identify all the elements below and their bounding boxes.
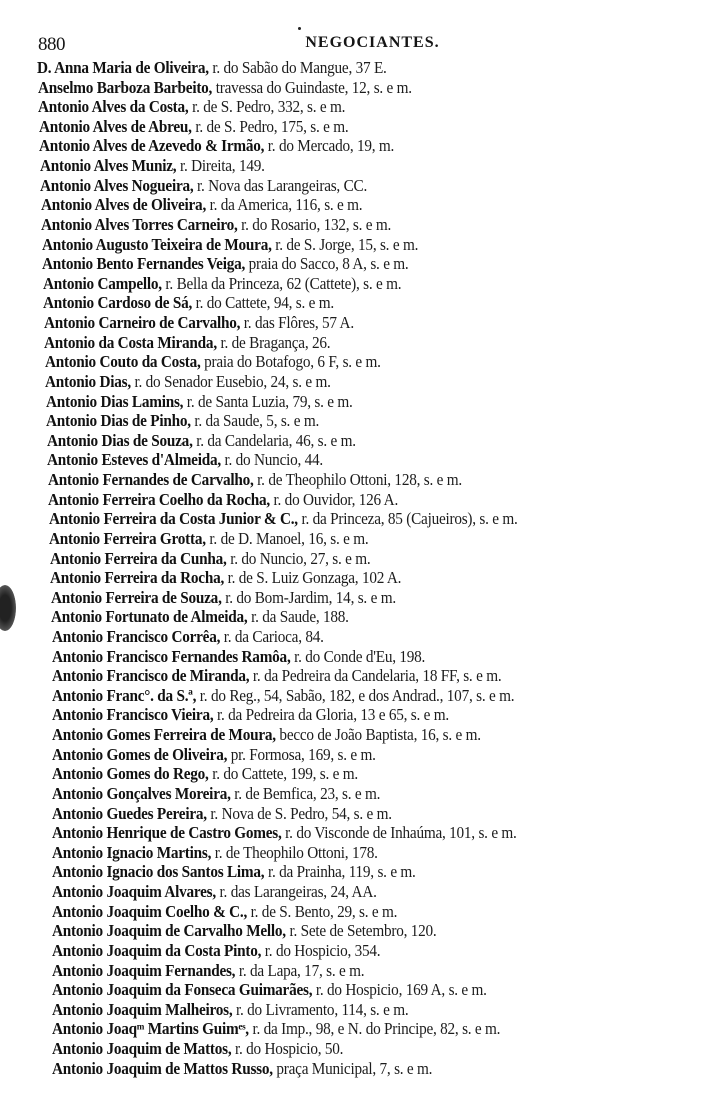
- list-item: [38, 97, 345, 117]
- merchant-address: praia do Sacco, 8 A, s. e m.: [245, 254, 409, 274]
- merchant-address: r. Bella da Princeza, 62 (Cattete), s. e m.: [161, 273, 401, 293]
- merchant-name: D. Anna Maria de Oliveira,: [37, 58, 209, 77]
- merchant-name: Antonio Joaquim da Fonseca Guimarães,: [52, 980, 313, 1000]
- list-item: [52, 1019, 500, 1039]
- list-item: [51, 607, 349, 627]
- merchant-address: r. de Theophilo Ottoni, 178.: [211, 842, 378, 862]
- list-item: [43, 293, 334, 313]
- list-item: [50, 568, 401, 588]
- merchant-address: r. da Pedreira da Gloria, 13 e 65, s. e m.: [213, 705, 449, 725]
- merchant-address: r. do Nuncio, 44.: [220, 450, 324, 470]
- list-item: [42, 254, 409, 274]
- list-item: [52, 1000, 408, 1020]
- merchant-name: Antonio Ignacio dos Santos Lima,: [52, 862, 265, 882]
- list-item: [52, 843, 378, 863]
- merchant-name: Antonio Joaquim Malheiros,: [52, 999, 233, 1019]
- list-item: [52, 705, 449, 725]
- list-item: [48, 470, 462, 490]
- merchant-name: Antonio Ferreira da Cunha,: [49, 548, 227, 568]
- merchant-address: r. das Flôres, 57 A.: [239, 313, 354, 333]
- merchant-address: r. do Nuncio, 27, s. e m.: [226, 548, 370, 568]
- merchant-address: r. do Reg., 54, Sabão, 182, e dos Andrad., 107, s. e m.: [196, 685, 515, 705]
- merchant-name: Antonio Francisco Vieira,: [52, 705, 214, 725]
- merchant-address: r. de Santa Luzia, 79, s. e m.: [182, 391, 353, 411]
- merchant-name: Antonio Ignacio Martins,: [52, 842, 212, 862]
- list-item: [37, 58, 387, 78]
- merchant-address: r. da Saude, 5, s. e m.: [190, 411, 320, 431]
- merchant-name: Antonio Joaquim de Mattos Russo,: [52, 1058, 273, 1078]
- merchant-address: r. do Sabão do Mangue, 37 E.: [208, 58, 387, 77]
- page-title: NEGOCIANTES.: [305, 34, 440, 51]
- list-item: [40, 176, 367, 196]
- merchant-address: r. da Candelaria, 46, s. e m.: [192, 430, 356, 450]
- list-item: [52, 921, 436, 941]
- merchant-address: r. do Conde d'Eu, 198.: [290, 646, 426, 666]
- list-item: [44, 313, 354, 333]
- merchant-address: r. de S. Luiz Gonzaga, 102 A.: [224, 568, 402, 588]
- merchant-name: Antonio Ferreira de Souza,: [50, 587, 222, 607]
- merchant-address: r. da Carioca, 84.: [219, 626, 324, 646]
- merchant-name: Antonio Carneiro de Carvalho,: [43, 313, 240, 333]
- merchant-address: r. do Livramento, 114, s. e m.: [232, 999, 409, 1019]
- merchant-address: r. do Visconde de Inhaúma, 101, s. e m.: [281, 823, 517, 843]
- merchant-name: Antonio Francisco Fernandes Ramôa,: [52, 646, 291, 666]
- merchant-name: Antonio Joaquim Coelho & C.,: [52, 901, 248, 921]
- list-item: [46, 411, 319, 431]
- merchant-address: r. da Prainha, 119, s. e m.: [264, 862, 416, 882]
- list-item: [45, 352, 381, 372]
- merchant-address: r. do Hospicio, 169 A, s. e m.: [312, 980, 487, 1000]
- list-item: [52, 902, 397, 922]
- merchant-name: Antonio Esteves d'Almeida,: [47, 450, 221, 470]
- merchant-address: r. de Bemfica, 23, s. e m.: [230, 783, 381, 803]
- merchant-address: r. da Princeza, 85 (Cajueiros), s. e m.: [297, 509, 518, 529]
- merchant-name: Antonio Franc°. da S.ª,: [52, 685, 197, 705]
- merchant-name: Antonio Joaquim Alvares,: [52, 882, 216, 902]
- merchant-address: r. Nova de S. Pedro, 54, s. e m.: [206, 803, 392, 823]
- merchant-name: Antonio Alves Torres Carneiro,: [41, 214, 238, 234]
- merchant-address: r. de S. Pedro, 332, s. e m.: [188, 97, 346, 117]
- merchant-address: r. de S. Jorge, 15, s. e m.: [271, 234, 418, 254]
- merchant-name: Antonio Francisco de Miranda,: [52, 666, 250, 686]
- merchant-name: Antonio Campello,: [42, 273, 162, 293]
- merchant-name: Antonio Gomes de Oliveira,: [52, 744, 228, 764]
- merchant-name: Antonio Gonçalves Moreira,: [52, 783, 231, 803]
- merchant-name: Anselmo Barboza Barbeito,: [37, 77, 212, 97]
- list-item: [52, 666, 501, 686]
- merchant-name: Antonio Henrique de Castro Gomes,: [52, 823, 282, 843]
- list-item: [52, 764, 358, 784]
- merchant-name: Antonio Dias de Pinho,: [46, 411, 191, 431]
- list-item: [43, 274, 401, 294]
- merchant-address: r. da Saude, 188.: [247, 607, 349, 627]
- merchant-name: Antonio Alves de Azevedo & Irmão,: [39, 136, 265, 156]
- list-item: [39, 136, 394, 156]
- merchant-address: r. Direita, 149.: [175, 156, 265, 176]
- merchant-address: r. da America, 116, s. e m.: [205, 195, 362, 215]
- merchant-address: r. de Bragança, 26.: [216, 332, 331, 352]
- merchant-name: Antonio Dias Lamins,: [45, 391, 183, 411]
- merchant-name: Antonio Dias,: [45, 371, 131, 391]
- list-item: [46, 392, 353, 412]
- merchant-address: r. do Mercado, 19, m.: [264, 136, 395, 156]
- merchant-name: Antonio Joaquim de Mattos,: [52, 1039, 232, 1058]
- merchant-name: Antonio Alves da Costa,: [38, 97, 189, 117]
- merchant-address: r. do Rosario, 132, s. e m.: [237, 214, 392, 234]
- merchant-name: Antonio Joaqᵐ Martins Guimᵉˢ,: [52, 1019, 249, 1039]
- list-item: [52, 647, 425, 667]
- list-item: [45, 372, 331, 392]
- merchant-address: praia do Botafogo, 6 F, s. e m.: [200, 352, 381, 372]
- merchant-address: r. de S. Pedro, 175, s. e m.: [191, 116, 348, 136]
- list-item: [52, 980, 487, 1000]
- merchant-address: r. da Lapa, 17, s. e m.: [235, 960, 365, 980]
- merchant-name: Antonio Joaquim de Carvalho Mello,: [52, 921, 286, 941]
- merchant-address: r. do Ouvidor, 126 A.: [269, 489, 399, 509]
- list-item: [52, 1059, 432, 1079]
- printer-mark: [298, 27, 301, 30]
- merchant-name: Antonio Joaquim Fernandes,: [52, 960, 236, 980]
- merchant-address: r. Nova das Larangeiras, CC.: [193, 175, 368, 195]
- merchant-address: r. de Theophilo Ottoni, 128, s. e m.: [253, 470, 462, 490]
- merchant-address: r. Sete de Setembro, 120.: [285, 921, 437, 941]
- merchant-name: Antonio Dias de Souza,: [46, 430, 193, 450]
- merchant-name: Antonio Gomes do Rego,: [52, 764, 209, 784]
- merchant-address: r. do Cattete, 199, s. e m.: [208, 764, 358, 784]
- merchant-name: Antonio Fernandes de Carvalho,: [47, 470, 254, 490]
- merchant-name: Antonio Alves de Oliveira,: [40, 195, 206, 215]
- merchant-address: praça Municipal, 7, s. e m.: [272, 1058, 433, 1078]
- merchant-address: travessa do Guindaste, 12, s. e m.: [211, 77, 412, 97]
- list-item: [52, 941, 380, 961]
- list-item: [52, 804, 392, 824]
- list-item: [41, 215, 391, 235]
- merchant-address: r. do Hospicio, 354.: [261, 940, 381, 960]
- list-item: [52, 823, 517, 843]
- list-item: [51, 588, 396, 608]
- merchant-address: r. das Larangeiras, 24, AA.: [215, 882, 377, 902]
- merchant-name: Antonio Augusto Teixeira de Moura,: [41, 234, 272, 254]
- merchant-name: Antonio Cardoso de Sá,: [43, 293, 193, 313]
- merchant-name: Antonio Ferreira da Rocha,: [50, 568, 225, 588]
- merchant-address: r. de S. Bento, 29, s. e m.: [247, 901, 398, 921]
- merchant-name: Antonio Ferreira da Costa Junior & C.,: [48, 509, 298, 529]
- page-number: 880: [38, 34, 65, 55]
- merchant-address: r. da Pedreira da Candelaria, 18 FF, s. e m.: [249, 666, 502, 686]
- list-item: [52, 961, 364, 981]
- list-item: [52, 1039, 343, 1059]
- merchant-address: r. do Hospicio, 50.: [231, 1039, 344, 1058]
- merchant-address: r. de D. Manoel, 16, s. e m.: [205, 528, 369, 548]
- list-item: [52, 686, 514, 706]
- list-item: [47, 431, 356, 451]
- merchant-name: Antonio Alves Muniz,: [39, 156, 176, 176]
- merchant-name: Antonio Alves de Abreu,: [38, 116, 192, 136]
- merchant-name: Antonio Ferreira Coelho da Rocha,: [48, 489, 270, 509]
- list-item: [49, 529, 368, 549]
- list-item: [52, 627, 324, 647]
- list-item: [42, 235, 418, 255]
- ink-blot: [0, 585, 16, 631]
- merchant-name: Antonio da Costa Miranda,: [44, 332, 217, 352]
- list-item: [48, 490, 398, 510]
- list-item: [52, 784, 380, 804]
- merchant-name: Antonio Guedes Pereira,: [52, 803, 207, 823]
- list-item: [40, 156, 265, 176]
- list-item: [50, 549, 370, 569]
- merchant-address: r. do Bom-Jardim, 14, s. e m.: [221, 587, 396, 607]
- list-item: [47, 450, 323, 470]
- merchant-name: Antonio Joaquim da Costa Pinto,: [52, 940, 262, 960]
- list-item: [38, 78, 412, 98]
- list-item: [52, 882, 377, 902]
- list-item: [44, 333, 330, 353]
- list-item: [49, 509, 518, 529]
- merchant-name: Antonio Francisco Corrêa,: [51, 626, 220, 646]
- list-item: [39, 117, 348, 137]
- merchant-name: Antonio Fortunato de Almeida,: [51, 607, 248, 627]
- merchant-name: Antonio Ferreira Grotta,: [49, 528, 206, 548]
- merchant-address: r. da Imp., 98, e N. do Principe, 82, s. e m.: [248, 1019, 501, 1039]
- merchant-address: r. do Senador Eusebio, 24, s. e m.: [130, 371, 331, 391]
- list-item: [52, 725, 481, 745]
- merchant-address: becco de João Baptista, 16, s. e m.: [275, 725, 481, 745]
- merchant-name: Antonio Alves Nogueira,: [40, 175, 194, 195]
- merchant-name: Antonio Couto da Costa,: [44, 352, 201, 372]
- list-item: [41, 195, 362, 215]
- merchant-name: Antonio Bento Fernandes Veiga,: [42, 254, 246, 274]
- merchant-address: pr. Formosa, 169, s. e m.: [227, 744, 376, 764]
- merchant-name: Antonio Gomes Ferreira de Moura,: [52, 725, 276, 745]
- list-item: [52, 745, 376, 765]
- list-item: [52, 862, 416, 882]
- merchant-address: r. do Cattete, 94, s. e m.: [192, 293, 334, 313]
